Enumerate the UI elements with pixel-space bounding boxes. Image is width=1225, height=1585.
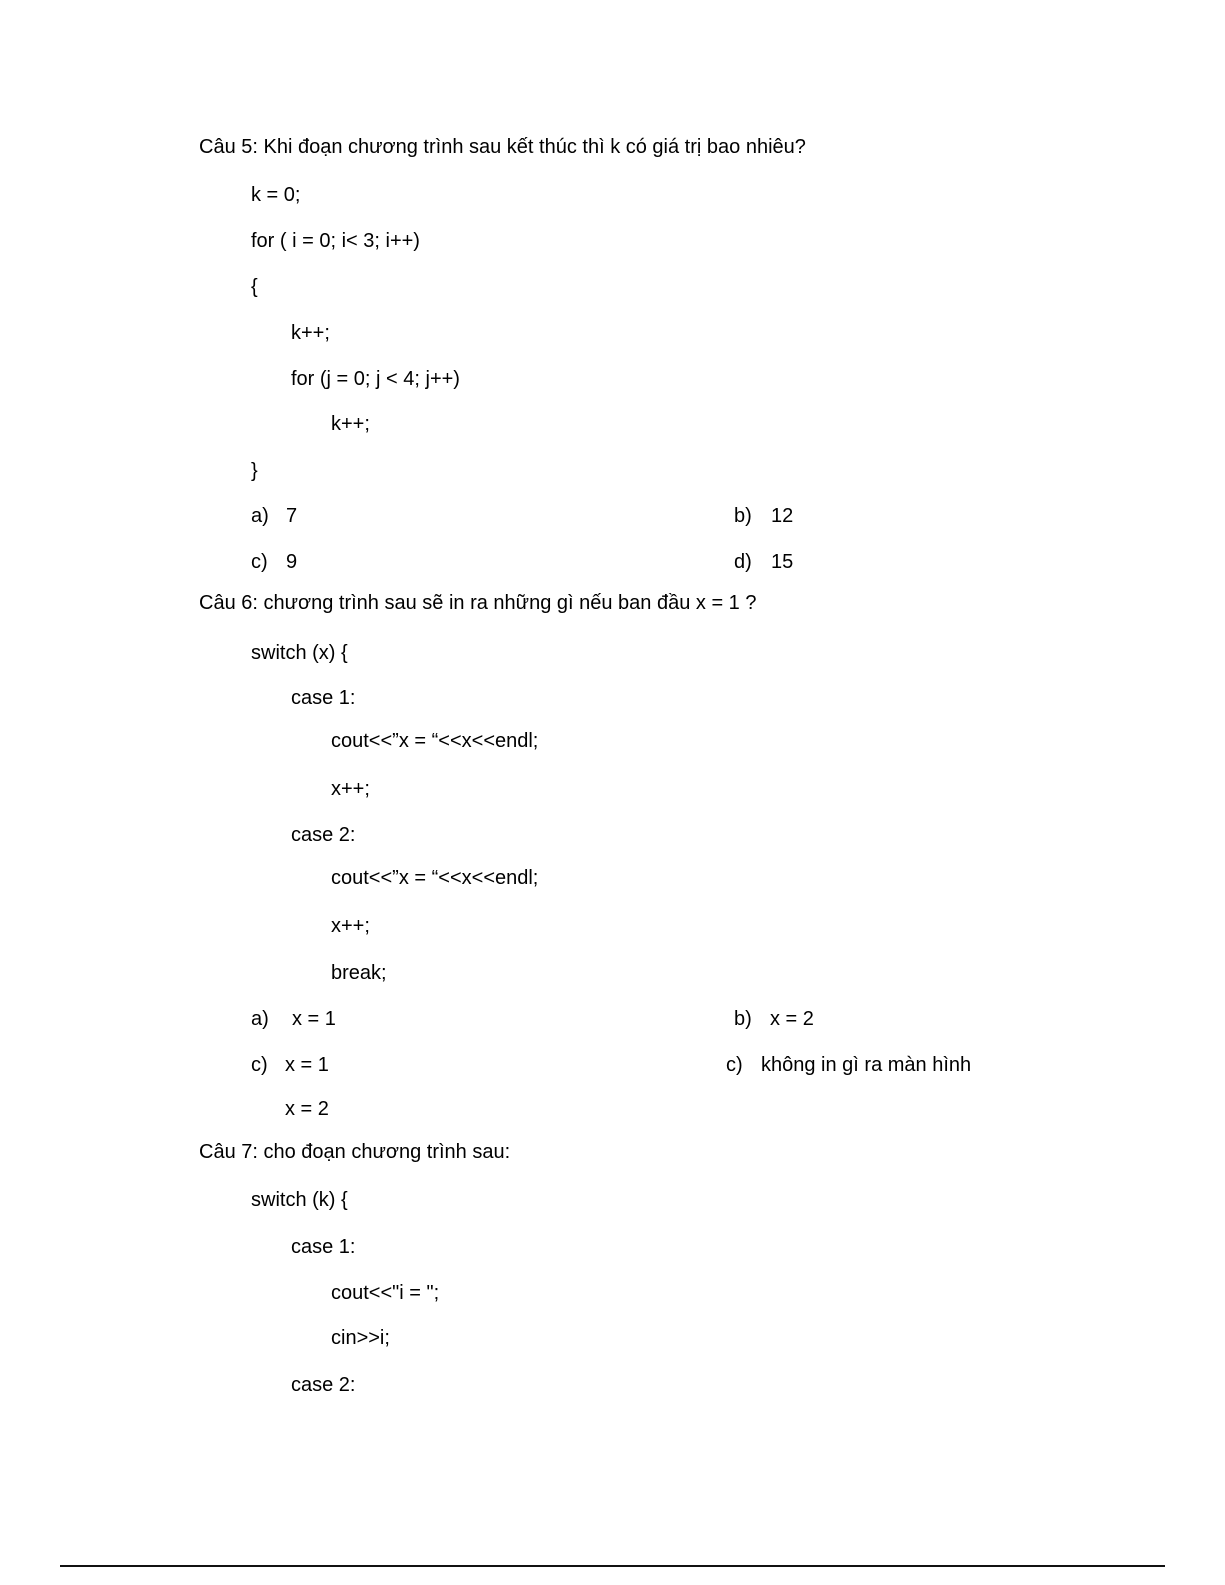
code-line: cout<<"i = "; [331,1282,440,1304]
option-b-value: 12 [771,505,794,527]
code-line: x++; [331,915,370,937]
code-line: break; [331,962,387,984]
option-d-label: d) [734,551,752,573]
option-a-value: 7 [286,505,298,527]
code-line: { [251,276,258,298]
option-c-value-line2: x = 2 [285,1098,329,1120]
code-line: cout<<”x = “<<x<<endl; [331,867,539,889]
option-a-label: a) [251,1008,269,1030]
code-line: cout<<”x = “<<x<<endl; [331,730,539,752]
option-b-label: b) [734,1008,752,1030]
code-line: for ( i = 0; i< 3; i++) [251,230,420,252]
option-a-value: x = 1 [292,1008,336,1030]
option-b-label: b) [734,505,752,527]
option-a-label: a) [251,505,269,527]
code-line: k++; [291,322,330,344]
code-line: cin>>i; [331,1327,390,1349]
option-c-label: c) [251,1054,268,1076]
option-b-value: x = 2 [770,1008,814,1030]
code-line: } [251,460,258,482]
option-c-value: 9 [286,551,298,573]
question-6-text: Câu 6: chương trình sau sẽ in ra những gì nếu ban đầu x = 1 ? [199,592,757,614]
option-c-value: x = 1 [285,1054,329,1076]
code-line: x++; [331,778,370,800]
option-d-value: 15 [771,551,794,573]
code-line: switch (k) { [251,1189,348,1211]
question-5-text: Câu 5: Khi đoạn chương trình sau kết thúc thì k có giá trị bao nhiêu? [199,136,806,158]
option-d-value: không in gì ra màn hình [761,1054,972,1076]
code-line: k = 0; [251,184,301,206]
code-line: k++; [331,413,370,435]
option-d-label: c) [726,1054,743,1076]
code-line: case 1: [291,1236,356,1258]
question-7-text: Câu 7: cho đoạn chương trình sau: [199,1141,511,1163]
code-line: case 1: [291,687,356,709]
code-line: switch (x) { [251,642,348,664]
option-c-label: c) [251,551,268,573]
code-line: case 2: [291,1374,356,1396]
code-line: case 2: [291,824,356,846]
code-line: for (j = 0; j < 4; j++) [291,368,460,390]
page-bottom-divider [60,1565,1165,1567]
